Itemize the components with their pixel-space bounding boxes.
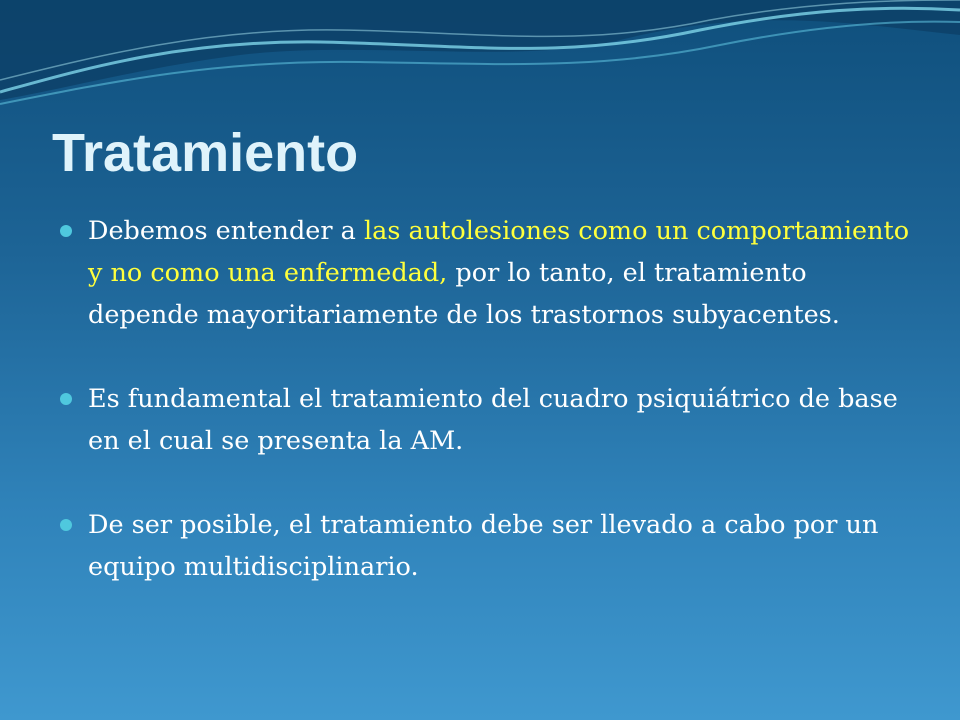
wave-decoration	[0, 0, 960, 120]
bullet-dot-icon	[60, 225, 72, 237]
slide-title: Tratamiento	[52, 123, 359, 183]
bullet-dot-icon	[60, 393, 72, 405]
bullet-text: Es fundamental el tratamiento del cuadro psiquiátrico de base en el cual se presenta la AM.	[88, 384, 898, 456]
bullet-text: Debemos entender a	[88, 216, 364, 246]
bullet-highlight-text: las autolesiones como un comportamiento y no como una enfermedad,	[88, 216, 910, 288]
bullet-list	[60, 210, 920, 630]
bullet-text: por lo tanto, el tratamiento depende mayoritariamente de los trastornos subyacentes.	[88, 258, 840, 330]
bullet-dot-icon	[60, 519, 72, 531]
bullet-text: De ser posible, el tratamiento debe ser llevado a cabo por un equipo multidisciplinario.	[88, 510, 879, 582]
bullet-item	[60, 378, 920, 462]
bullet-item	[60, 210, 920, 336]
bullet-item	[60, 504, 920, 588]
